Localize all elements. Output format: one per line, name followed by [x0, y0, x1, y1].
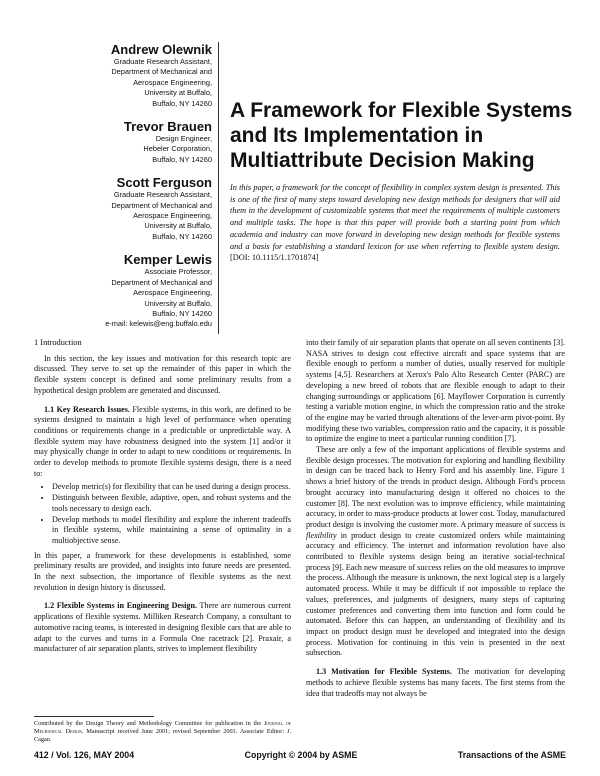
author-affiliation-line: Hebeler Corporation,	[143, 144, 212, 154]
subsection-1-1	[34, 405, 291, 480]
author-affiliation-line: Graduate Research Assistant,	[113, 190, 212, 200]
subsection-1-3-text: The motivation for developing methods to achieve flexible systems has many facets. The first stems from the idea that tradeoffs may not always be	[306, 667, 565, 698]
doi: [DOI: 10.1115/1.1701874]	[230, 253, 319, 263]
footer-journal: Transactions of the ASME	[457, 750, 566, 760]
left-column	[34, 338, 291, 655]
subsection-heading-1-1: 1.1 Key Research Issues.	[44, 404, 130, 414]
author-affiliation-line: Graduate Research Assistant,	[113, 57, 212, 66]
author-name: Kemper Lewis	[123, 252, 212, 268]
paragraph-text: in product design to create customized orders while maintaining accuracy and efficiency. The internet and information revolution have also contributed to flexible systems design being an iterative social-technical process [9]. Each new measure of success relies on the old measures to improve the process. Although the measure is unknown, the next logical step is a largely automated process. While it may be difficult if not impossible to replace the values, preferences, and judgments of designers, many steps of capturing customer preferences and converting them into function and form could be automated. Before this can happen, an understanding of flexibility and its impact on product design must be developed and integrated into the design process. Motivation for continuing in this vein is presented in the next subsection.	[306, 530, 565, 658]
author-name: Andrew Olewnik	[110, 42, 212, 57]
author-affiliation-line: Department of Mechanical and	[111, 200, 212, 210]
author-affiliation-line: Associate Professor,	[144, 267, 212, 277]
subsection-1-1-text: Flexible systems, in this work, are defined to be systems designed to maintain a high level of performance when operating conditions or requirements change in a predictable or unpredictable way. A flexible system may have robustness designed into the system [1] and/or it may physically change in order to adapt to new conditions or requirements. In order to develop methods to promote flexible systems design, there is a need to:	[34, 404, 291, 478]
journal-name: Journal of Mechanical Design.	[34, 720, 292, 735]
author-name: Trevor Brauen	[123, 119, 212, 135]
subsection-1-3	[306, 667, 565, 699]
research-needs-list	[34, 482, 291, 546]
list-item: • Develop methods to model flexibility and explore the inherent tradeoffs in flexible systems, while maintaining a sense of optimality in a multiobjective sense.	[52, 515, 291, 547]
author-entry	[60, 175, 212, 242]
author-affiliation-line: University at Buffalo,	[144, 88, 212, 98]
title-line-3: Multiattribute Decision Making	[230, 149, 535, 172]
subsection-heading-1-3: 1.3 Motivation for Flexible Systems.	[316, 667, 452, 677]
author-name: Scott Ferguson	[116, 175, 212, 191]
vertical-divider	[218, 42, 219, 334]
footnote-text: Contributed by the Design Theory and Methodology Committee for publication in the	[34, 720, 262, 727]
list-item: • Develop metric(s) for flexibility that can be used during a design process.	[52, 482, 291, 493]
footer-copyright: Copyright © 2004 by ASME	[244, 750, 358, 760]
author-affiliation-line: Aerospace Engineering,	[133, 288, 212, 298]
author-affiliation-line: Buffalo, NY 14260	[152, 154, 212, 164]
abstract	[230, 182, 560, 264]
author-affiliation-line: Design Engineer,	[155, 134, 212, 144]
list-item: • Distinguish between flexible, adaptive, open, and robust systems and the tools necessary to design each.	[52, 493, 291, 514]
paragraph	[306, 445, 565, 659]
title-line-2: and Its Implementation in	[230, 124, 484, 147]
author-affiliation-line: Department of Mechanical and	[111, 67, 212, 77]
author-affiliation-line: Aerospace Engineering,	[133, 77, 212, 87]
emphasis-term: flexibility	[306, 530, 337, 540]
subsection-1-2-text: There are numerous current applications of flexible systems. Milliken Research Company, a consultant to automotive racing teams, is interested in designing flexible cars that are able to adapt to the curves and turns in a Formula One racetrack [2]. Praxair, a manufacturer of air separation plants, strives to implement flexibility	[34, 601, 291, 654]
author-affiliation-line: e-mail: kelewis@eng.buffalo.edu	[105, 319, 212, 329]
author-affiliation-line: Buffalo, NY 14260	[152, 231, 212, 241]
author-entry	[60, 119, 212, 165]
author-block	[60, 42, 212, 340]
paragraph: In this paper, a framework for these developments is established, some preliminary results are provided, and insights into future needs are presented. In the next subsection, the importance of flexible systems as the next revolution in design history is discussed.	[34, 550, 291, 592]
author-affiliation-line: University at Buffalo,	[144, 298, 212, 308]
author-affiliation-line: University at Buffalo,	[144, 221, 212, 231]
footnote-rule	[34, 716, 154, 717]
section-heading-introduction: 1 Introduction	[34, 338, 82, 347]
abstract-text: In this paper, a framework for the concept of flexibility in complex system design is presented. This is one of the first of many steps toward developing new design methods for designers that will aid them in the development of customizable systems that meet the requirements of multiple customers and multiple tasks. The hope is that this paper will provide both a starting point from which academia and industry can move forward in developing new design methods for flexible systems and a basis for establishing a standard lexicon for use when referring to flexible system design.	[230, 183, 560, 251]
title-line-1: A Framework for Flexible Systems	[230, 99, 573, 122]
author-entry	[60, 252, 212, 329]
author-affiliation-line: Buffalo, NY 14260	[152, 98, 212, 108]
subsection-1-2	[34, 601, 291, 655]
paragraph-text: These are only a few of the important applications of flexible systems and flexible design processes. The motivation for exploring and handling flexibility in design can be traced back to Henry Ford and his assembly line. Figure 1 shows a brief history of the trends in product design. Although Ford's process brought accuracy into manufacturing design it offered no choices to the customer [8]. The next evolution was to improve efficiency, while maintaining accuracy, in order to mass-produce products at lower cost. Today, manufactured product design is involving the customer more. A primary measure of success is	[306, 445, 565, 529]
author-affiliation-line: Aerospace Engineering,	[133, 211, 212, 221]
intro-paragraph: In this section, the key issues and motivation for this research topic are discussed. They serve to set up the remainder of this paper in which the flexible system concept is defined and some preliminary results from a hypothetical design problem are generated and discussed.	[34, 353, 291, 395]
subsection-heading-1-2: 1.2 Flexible Systems in Engineering Design.	[44, 601, 198, 611]
author-entry	[60, 42, 212, 109]
paragraph: into their family of air separation plants that operate on all seven continents [3]. NASA strives to design cost effective aircraft and space systems that are flexible enough to perform a number of duties, usually reserved for multiple systems [4,5]. Researchers at Xerox's Palo Alto Research Center (PARC) are developing a new breed of robots that are flexible enough to adapt to their changing surroundings or applications [6]. Mayflower Corporation is currently testing a variable motion engine, in which the compression ratio and the stroke of the engine may be varied through alterations of the lever-arm pivot-point. By modifying these two variables, compression ratio and the capacity, it is possible to optimize the engine to meet a particular running condition [7].	[306, 338, 565, 444]
footnote	[34, 720, 291, 744]
author-affiliation-line: Buffalo, NY 14260	[152, 308, 212, 318]
footer-page-volume: 412 / Vol. 126, MAY 2004	[34, 750, 135, 760]
right-column	[306, 338, 565, 699]
footnote-text: Manuscript received June 2001; revised September 2003. Associate Editor: J. Cagan.	[34, 728, 292, 743]
paper-title	[230, 98, 573, 173]
author-affiliation-line: Department of Mechanical and	[111, 277, 212, 287]
